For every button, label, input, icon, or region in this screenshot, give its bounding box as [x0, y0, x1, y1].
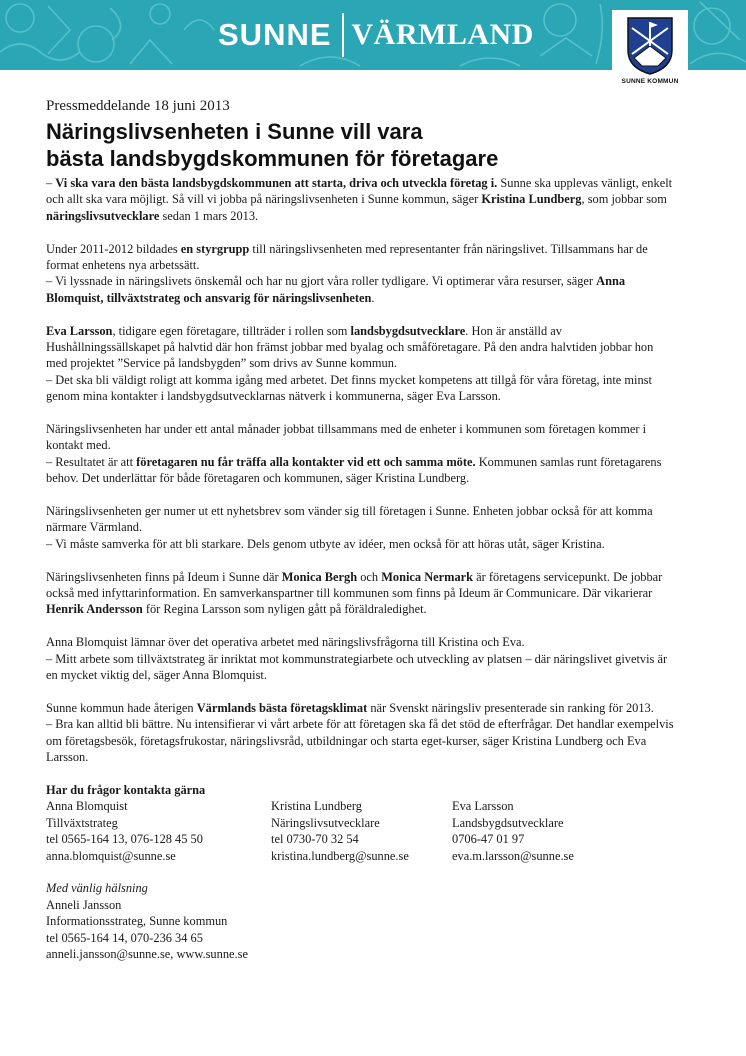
municipal-crest: [612, 10, 688, 96]
text-run: – Resultatet är att: [46, 454, 137, 469]
body-paragraph: [46, 503, 676, 552]
contact-role: Tillväxtstrateg: [46, 815, 118, 830]
brand-varmland: VÄRMLAND: [351, 18, 534, 51]
text-run: Kommunen samlas runt företagarens behov. Det underlättar för både företagaren och kommunen, säger Kristina Lundberg.: [46, 454, 662, 486]
text-run: – Det ska bli väldigt roligt att komma igång med arbetet. Det finns mycket kompetens att tillgå för våra företag, inte minst genom mina kontakter i landsbygdsutvecklarnas nätverk i kommunerna, säger Eva Larsson.: [46, 372, 652, 404]
contact-email[interactable]: kristina.lundberg@sunne.se: [271, 848, 409, 863]
bold-text: Henrik Andersson: [46, 602, 143, 617]
text-run: Näringslivsenheten ger numer ut ett nyhetsbrev som vänder sig till företagen i Sunne. Enheten jobbar också för att komma närmare Värmland.: [46, 504, 653, 535]
text-run: Under 2011-2012 bildades: [46, 241, 181, 256]
text-run: och: [357, 569, 382, 584]
bold-text: Anna Blomquist, tillväxtstrateg och ansvarig för näringslivsenheten: [46, 274, 626, 305]
text-run: – Vi lyssnade in näringslivets önskemål och har nu gjort våra roller tydligare. Vi optimerar våra resurser, säger: [46, 274, 597, 289]
bold-text: Eva Larsson: [46, 323, 113, 338]
contact-card: [271, 798, 452, 864]
bold-text: Monica Nermark: [381, 569, 474, 584]
signoff: Med vänlig hälsning: [46, 881, 148, 896]
bold-text: Kristina Lundberg: [481, 192, 582, 207]
text-run: –: [46, 176, 56, 190]
closing-phone: tel 0565-164 14, 070-236 34 65: [46, 930, 203, 945]
body-paragraph: [46, 175, 676, 224]
contact-name: Eva Larsson: [452, 799, 514, 814]
headline-line-1: Näringslivsenheten i Sunne vill vara: [46, 119, 423, 144]
contact-email[interactable]: anna.blomquist@sunne.se: [46, 848, 176, 863]
text-run: , som jobbar som: [581, 192, 667, 207]
contact-card: [452, 798, 652, 864]
text-run: Näringslivsenheten har under ett antal månader jobbat tillsammans med de enheter i kommunen som företagen kommer i kontakt med.: [46, 422, 647, 453]
headline: [46, 118, 676, 172]
bold-text: näringslivsutvecklare: [46, 208, 160, 223]
brand-logo: [218, 12, 534, 58]
contacts-title: Har du frågor kontakta gärna: [46, 782, 206, 797]
body-paragraph: [46, 700, 676, 766]
body-paragraph: [46, 323, 676, 405]
text-run: när Svenskt näringsliv presenterade sin ranking för 2013.: [367, 700, 654, 715]
contact-phone: tel 0730-70 32 54: [271, 832, 359, 847]
body-text: [46, 175, 676, 766]
bold-text: Värmlands bästa företagsklimat: [196, 700, 368, 715]
closing-name: Anneli Jansson: [46, 897, 122, 912]
text-run: . Hon är anställd av Hushållningssällskapet på halvtid där hon främst jobbar med byalag och småföretagare. På den andra halvtiden jobbar hon med projektet ”Service på landsbygden” som drivs av Sunne kommun.: [46, 323, 654, 371]
text-run: .: [371, 290, 375, 305]
text-run: Anna Blomquist lämnar över det operativa arbetet med näringslivsfrågorna till Kristina och Eva.: [46, 635, 525, 650]
text-run: – Mitt arbete som tillväxtstrateg är inriktat mot kommunstrategiarbete och utveckling av platsen – där näringslivet givetvis är en mycket viktig del, säger Anna Blomquist.: [46, 651, 668, 683]
contact-card: [46, 798, 271, 864]
contact-name: Kristina Lundberg: [271, 799, 362, 814]
closing-contact[interactable]: anneli.jansson@sunne.se, www.sunne.se: [46, 946, 248, 961]
bold-text: en styrgrupp: [180, 241, 250, 256]
bold-text: företagaren nu får träffa alla kontakter vid ett och samma möte.: [136, 454, 476, 469]
dateline: Pressmeddelande 18 juni 2013: [46, 98, 230, 114]
press-release: [46, 96, 676, 962]
text-run: – Bra kan alltid bli bättre. Nu intensifierar vi vårt arbete för att företagen ska få det stöd de efterfrågar. Det handlar exempelvis om företagsbesök, företagsfrukostar, näringslivsråd, utbildningar och starta eget-kurser, säger Kristina Lundberg och Eva Larsson.: [46, 717, 674, 765]
bold-text: Vi ska vara den bästa landsbygdskommunen att starta, driva och utveckla företag i.: [55, 176, 498, 190]
headline-line-2: bästa landsbygdskommunen för företagare: [46, 146, 499, 171]
text-run: Sunne ska upplevas vänligt, enkelt och allt ska vara möjligt. Så vill vi jobba på näringslivsenheten i Sunne kommun, säger: [46, 176, 673, 207]
text-run: Näringslivsenheten finns på Ideum i Sunne där: [46, 569, 282, 584]
text-run: sedan 1 mars 2013.: [159, 208, 259, 223]
coat-of-arms-icon: [626, 16, 674, 76]
contacts-list: [46, 798, 676, 864]
text-run: Sunne kommun hade återigen: [46, 700, 197, 715]
body-paragraph: [46, 569, 676, 618]
text-run: till näringslivsenheten med representanter från näringslivet. Tillsammans har de format enhetens nya arbetssätt.: [46, 241, 648, 273]
contact-name: Anna Blomquist: [46, 799, 128, 814]
contact-role: Landsbygdsutvecklare: [452, 815, 564, 830]
text-run: – Vi måste samverka för att bli starkare. Dels genom utbyte av idéer, men också för att höras utåt, säger Kristina.: [46, 536, 605, 551]
text-run: , tidigare egen företagare, tillträder i rollen som: [112, 323, 351, 338]
contact-email[interactable]: eva.m.larsson@sunne.se: [452, 848, 574, 863]
contact-phone: tel 0565-164 13, 076-128 45 50: [46, 832, 203, 847]
contact-role: Näringslivsutvecklare: [271, 815, 380, 830]
body-paragraph: [46, 634, 676, 683]
closing-block: [46, 880, 676, 962]
body-paragraph: [46, 421, 676, 487]
text-run: är företagens servicepunkt. De jobbar också med infyttarinformation. En samverkanspartner till kommunen som finns på Ideum är Communicare. Där vikarierar: [46, 569, 663, 601]
contact-phone: 0706-47 01 97: [452, 832, 525, 847]
brand-sunne: SUNNE: [218, 17, 332, 52]
bold-text: Monica Bergh: [281, 569, 358, 584]
text-run: för Regina Larsson som nyligen gått på föräldraledighet.: [142, 602, 427, 617]
closing-title: Informationsstrateg, Sunne kommun: [46, 914, 228, 929]
brand-divider: [342, 13, 344, 57]
crest-caption: SUNNE KOMMUN: [621, 78, 679, 85]
body-paragraph: [46, 241, 676, 307]
bold-text: landsbygdsutvecklare: [350, 323, 466, 338]
